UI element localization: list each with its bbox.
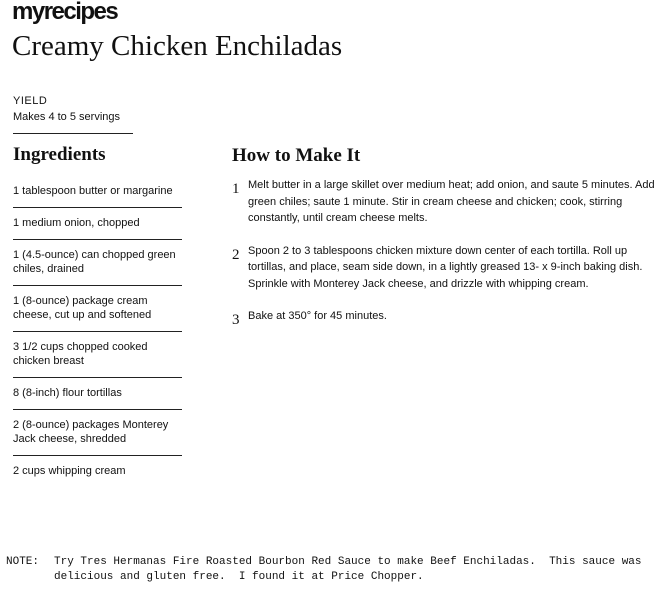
ingredient-item: 2 (8-ounce) packages Monterey Jack cheese, shredded — [13, 410, 182, 456]
recipe-title: Creamy Chicken Enchiladas — [12, 30, 343, 62]
step-text: Bake at 350° for 45 minutes. — [248, 310, 387, 322]
yield-value: Makes 4 to 5 servings — [13, 111, 120, 123]
ingredient-item: 1 (4.5-ounce) can chopped green chiles, drained — [13, 240, 182, 286]
ingredients-list — [13, 176, 182, 487]
ingredients-heading: Ingredients — [13, 144, 106, 165]
yield-label: YIELD — [13, 95, 48, 107]
step-number: 1 — [232, 181, 240, 197]
ingredient-item: 1 (8-ounce) package cream cheese, cut up and softened — [13, 286, 182, 332]
directions-list — [232, 177, 657, 345]
note-label: NOTE: — [6, 556, 40, 568]
step-number: 2 — [232, 246, 240, 263]
directions-heading: How to Make It — [232, 145, 361, 166]
note-text: Try Tres Hermanas Fire Roasted Bourbon Red Sauce to make Beef Enchiladas. This sauce was delicious and gluten free. I found it at Price Chopper. — [54, 556, 649, 583]
ingredient-item: 1 tablespoon butter or margarine — [13, 176, 182, 208]
site-logo: myrecipes — [12, 0, 118, 25]
ingredient-item: 3 1/2 cups chopped cooked chicken breast — [13, 332, 182, 378]
ingredient-item: 2 cups whipping cream — [13, 465, 126, 477]
direction-step — [232, 177, 657, 227]
direction-step — [232, 243, 657, 293]
direction-step — [232, 308, 657, 329]
step-text: Spoon 2 to 3 tablespoons chicken mixture down center of each tortilla. Roll up tortillas, and place, seam side down, in a lightly greased 13- x 9-inch baking dish. Sprinkle with Monterey Jack cheese, and drizzle with whipping cream. — [248, 244, 643, 290]
ingredient-item: 1 medium onion, chopped — [13, 208, 182, 240]
yield-divider — [13, 133, 133, 134]
step-text: Melt butter in a large skillet over medium heat; add onion, and saute 5 minutes. Add green chiles; saute 1 minute. Stir in cream cheese and chicken; cook, stirring constantly, until cream cheese melts. — [248, 179, 655, 224]
recipe-note — [6, 555, 656, 585]
ingredient-item: 8 (8-inch) flour tortillas — [13, 378, 182, 410]
step-number: 3 — [232, 312, 240, 328]
